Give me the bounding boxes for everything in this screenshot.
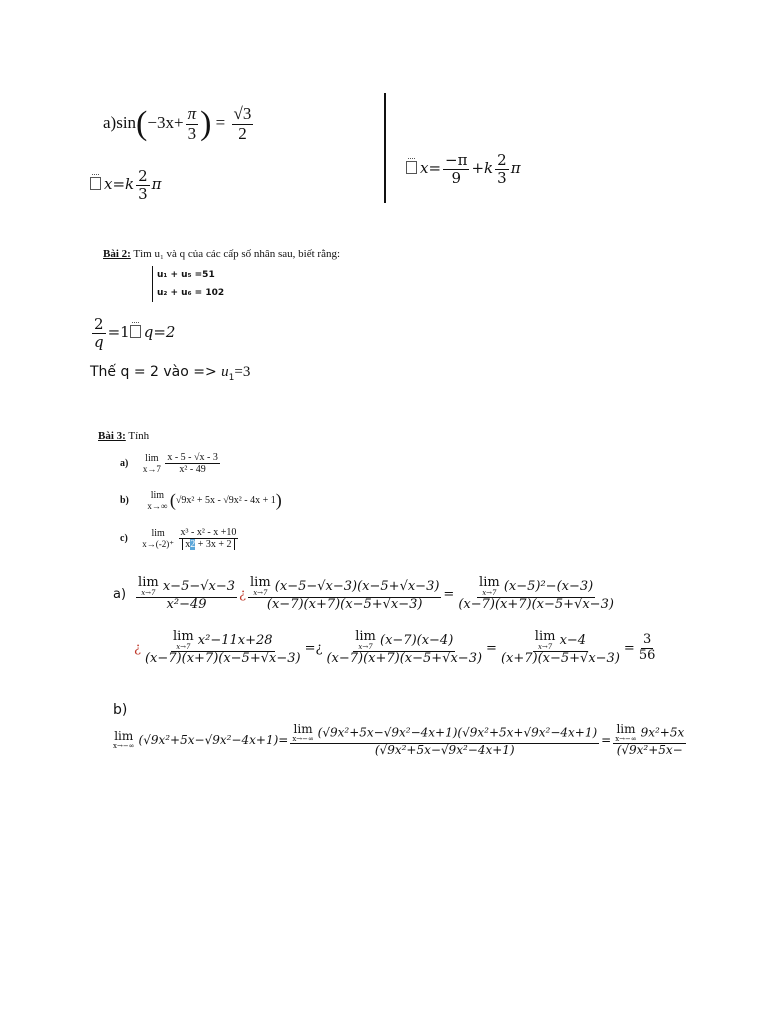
- sin-inner: −3x+: [147, 113, 184, 133]
- sqrt3-over-2: $\frac{√3}{2}$: [233, 104, 252, 143]
- sin-prefix: a)sin: [103, 113, 137, 133]
- bai3-header: Bài 3: Tính: [98, 430, 150, 442]
- bai2-solution-line2: Thế q = 2 vào => $u_1=3$: [90, 364, 251, 383]
- frac-a3: lim x→7 (x−5)²−(x−3) (x−7)(x+7)(x−5+√x−3): [458, 575, 614, 612]
- bai2-header: [103, 248, 340, 260]
- solution-a-row2: ¿ lim x→7 x²−11x+28 (x−7)(x+7)(x−5+√x−3) =¿ lim x→7 (x−7)(x−4) (x−7)(x+7)(x−5+√x−3) = lim x→7 x−4 (x+7)(x−5+√x−3) = $\frac{3}{56}$: [134, 629, 656, 666]
- bai2-eq2: u₂ + u₆ = 102: [157, 288, 225, 298]
- two-thirds-right: $\frac{2}{3}$: [497, 151, 507, 187]
- frac-a6: lim x→7 x−4 (x+7)(x−5+√x−3): [500, 629, 620, 666]
- bai2-system: [152, 266, 224, 302]
- bai2-text: Tìm u₁ và q của các cấp số nhân sau, biết rằng:: [133, 248, 341, 260]
- frac-a2: lim x→7 (x−5−√x−3)(x−5+√x−3) (x−7)(x+7)(x−5+√x−3): [250, 575, 440, 612]
- bai3-item-c: c) lim x→(-2)⁺ $\frac{\text{x³ - x² - x +10}}{x2 + 3x + 2}$: [120, 527, 237, 550]
- bai3-item-b: b) lim x→∞ (√9x² + 5x - √9x² - 4x + 1): [120, 489, 282, 511]
- frac-a5: lim x→7 (x−7)(x−4) (x−7)(x+7)(x−5+√x−3): [326, 629, 483, 666]
- part-a-equation: [103, 105, 255, 143]
- frac-a1: lim x→7 x−5−√x−3 x²−49: [138, 575, 236, 612]
- solution-a-left: x=k $\frac{2}{3}$ π: [90, 168, 162, 202]
- neg-pi-over-9: $\frac{-\pi}{9}$: [445, 151, 468, 187]
- bai2-solution-line1: $\frac{2}{q}$ =1 q=2: [94, 315, 176, 351]
- two-thirds: $\frac{2}{3}$: [138, 167, 148, 203]
- right-paren: ): [200, 105, 212, 143]
- solution-b-label: b): [113, 702, 128, 718]
- placeholder-glyph-icon: [406, 161, 417, 174]
- vertical-divider: [384, 93, 386, 203]
- frac-a4: lim x→7 x²−11x+28 (x−7)(x+7)(x−5+√x−3): [144, 629, 301, 666]
- left-paren: (: [136, 105, 148, 143]
- result-3-56: $\frac{3}{56}$: [638, 632, 656, 663]
- two-over-q: $\frac{2}{q}$: [94, 315, 104, 351]
- solution-a-row1: a) lim x→7 x−5−√x−3 x²−49 ¿ lim x→7 (x−5−√x−3)(x−5+√x−3) (x−7)(x+7)(x−5+√x−3) = lim x→7 (x−5)²−(x−3) (x−7)(x+7)(x−5+√x−3): [113, 575, 614, 612]
- solution-b-row: lim x→−∞ (√9x²+5x−√9x²−4x+1) = lim x→−∞ (√9x²+5x−√9x²−4x+1)(√9x²+5x+√9x²−4x+1) (√9x²+5x−√9x²−4x+1) = lim x→−∞ 9x²+5x (√9x²+5x−: [113, 723, 685, 757]
- placeholder-glyph-icon: [90, 177, 101, 190]
- frac-b2-truncated: lim x→−∞ 9x²+5x (√9x²+5x−: [615, 723, 685, 757]
- solution-a-right: x= $\frac{-\pi}{9}$ +k $\frac{2}{3}$ π: [406, 152, 521, 186]
- bai3-item-a: a) lim x→7 $\frac{x - 5 - √x - 3}{\text{x² - 49}}$: [120, 452, 218, 475]
- bai2-label: Bài 2:: [103, 248, 131, 260]
- equals: =: [215, 113, 226, 133]
- frac-b1: lim x→−∞ (√9x²+5x−√9x²−4x+1)(√9x²+5x+√9x²−4x+1) (√9x²+5x−√9x²−4x+1): [292, 723, 598, 757]
- bai2-eq1: u₁ + u₅ =51: [157, 270, 215, 280]
- placeholder-glyph-icon: [130, 325, 141, 338]
- pi-over-three: $\frac{\pi}{3}$: [187, 104, 197, 143]
